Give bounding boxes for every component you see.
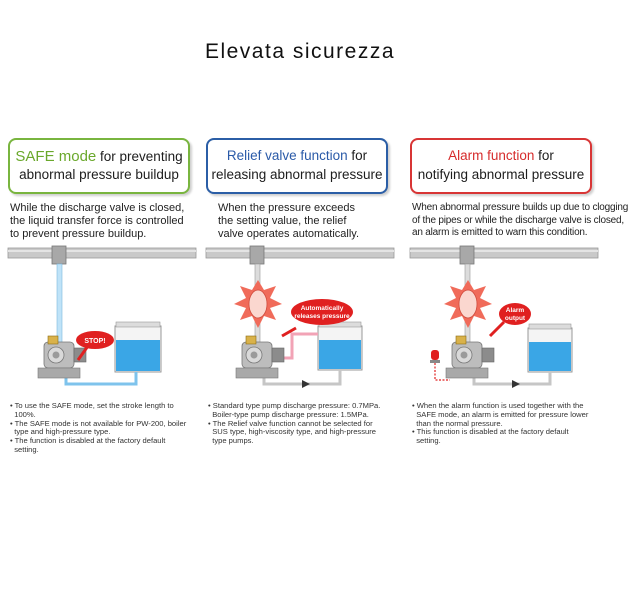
relief-valve-illustration (206, 246, 394, 396)
description-line: an alarm is emitted to warn this condition. (412, 227, 588, 238)
stop-callout-icon (76, 331, 114, 360)
relief-valve-title-line2: releasing abnormal pressure (211, 167, 383, 182)
description-line: the liquid transfer force is controlled (10, 215, 184, 227)
note-line: • Standard type pump discharge pressure: 0.7MPa. (208, 401, 381, 410)
description-line: While the discharge valve is closed, (10, 202, 185, 214)
safe-mode-notes (10, 402, 196, 455)
alarm-description (412, 202, 628, 240)
note-line: • This function is disabled at the factory default (412, 427, 569, 437)
alarm-title-line1 (412, 148, 590, 163)
alarm-title-rest: for (534, 148, 554, 163)
relief-valve-title-highlight: Relief valve function (226, 148, 348, 163)
tank-liquid (116, 340, 160, 371)
note-line: • The function is disabled at the factory default (10, 436, 166, 446)
discharge-valve (460, 246, 474, 264)
note-line: type pumps. (208, 436, 254, 446)
discharge-valve (250, 246, 264, 264)
safe-mode-description (10, 202, 194, 241)
alarm-illustration (410, 246, 598, 396)
alarm-title-box (410, 138, 592, 194)
stop-callout-label: STOP! (84, 338, 106, 345)
discharge-valve (52, 246, 66, 264)
safe-mode-panel (8, 138, 196, 468)
relief-callout-line1: Automatically (300, 305, 344, 312)
note-line: setting. (10, 444, 39, 454)
alarm-title-highlight: Alarm function (448, 148, 535, 163)
note-line: setting. (412, 436, 441, 446)
relief-valve-notes (208, 402, 394, 446)
safe-mode-title-line1 (10, 148, 188, 165)
alarm-callout-line1: Alarm (505, 307, 525, 314)
description-line: to prevent pressure buildup. (10, 228, 147, 240)
description-line: valve operates automatically. (218, 228, 360, 240)
note-line: • The Relief valve function cannot be selected for (208, 418, 373, 428)
alarm-panel (410, 138, 628, 468)
safe-mode-title-rest: for preventing (96, 149, 183, 164)
relief-valve-title-box (206, 138, 388, 194)
relief-valve-panel (206, 138, 394, 468)
description-line: of the pipes or while the discharge valve is closed, (412, 214, 624, 226)
note-line: than the normal pressure. (412, 418, 503, 428)
note-line: • The SAFE mode is not available for PW-200, boiler (10, 418, 187, 428)
safe-mode-illustration (8, 246, 196, 396)
note-line: SAFE mode, an alarm is emitted for pressure lower (412, 409, 589, 419)
note-line: • When the alarm function is used together with the (412, 401, 584, 410)
header-pipe (410, 248, 598, 258)
note-line: SUS type, high-viscosity type, and high-pressure (208, 427, 376, 437)
safe-mode-title-highlight: SAFE mode (15, 148, 97, 165)
tank-liquid (319, 340, 361, 369)
relief-callout-line2: releases pressure (294, 313, 350, 320)
safe-mode-title-line2: abnormal pressure buildup (19, 167, 179, 182)
header-pipe (206, 248, 394, 258)
description-line: When the pressure exceeds (218, 202, 355, 214)
alarm-notes (412, 402, 598, 446)
note-line: Boiler-type pump discharge pressure: 1.5MPa. (208, 409, 369, 419)
pump-icon (236, 336, 284, 378)
discharge-line (57, 264, 62, 344)
description-line: When abnormal pressure builds up due to clogging (412, 202, 628, 213)
relief-valve-title-rest: for (347, 148, 368, 163)
note-line: 100%. (10, 409, 36, 419)
relief-valve-description (218, 202, 402, 241)
safe-mode-title-box (8, 138, 190, 194)
alarm-title-line2: notifying abnormal pressure (417, 167, 585, 182)
pressure-burst-icon (444, 280, 492, 328)
tank-liquid (529, 342, 571, 371)
note-line: • To use the SAFE mode, set the stroke length to (10, 401, 174, 410)
alarm-callout-line2: output (504, 315, 526, 322)
page-title: Elevata sicurezza (204, 40, 396, 63)
relief-valve-title-line1 (208, 148, 386, 163)
description-line: the setting value, the relief (218, 215, 347, 227)
note-line: type and high-pressure type. (10, 427, 111, 437)
pressure-burst-icon (234, 280, 282, 328)
pump-icon (446, 336, 494, 378)
header-pipe (8, 248, 196, 258)
